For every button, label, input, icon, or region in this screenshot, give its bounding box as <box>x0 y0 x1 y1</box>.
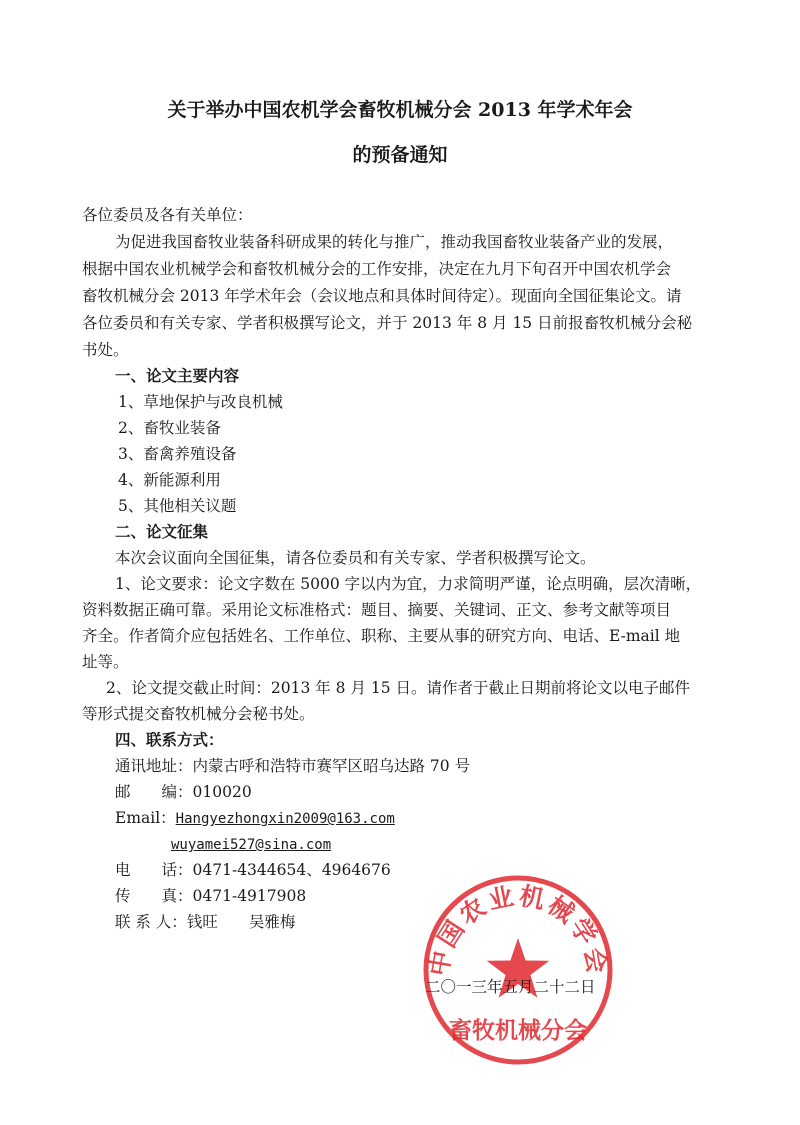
seal-top-text: 中国农业机械学会 <box>423 881 613 979</box>
requirement-line-3: 齐全。作者简介应包括姓名、工作单位、职称、主要从事的研究方向、电话、E-mail 地 <box>82 627 681 645</box>
section1-item-5: 5、其他相关议题 <box>118 497 237 515</box>
seal-bottom-text: 畜牧机械分会 <box>449 1018 587 1044</box>
postcode-label: 邮 编： <box>115 783 193 801</box>
notice-title-line2: 的预备通知 <box>352 144 448 166</box>
phone-value: 0471-4344654、4964676 <box>192 861 391 879</box>
requirement-line-1: 1、论文要求：论文字数在 5000 字以内为宜，力求简明严谨，论点明确，层次清晰， <box>115 575 702 593</box>
document-date: 二〇一三年五月二十二日 <box>425 978 596 996</box>
official-seal <box>418 870 618 1070</box>
fax-label: 传 真： <box>115 887 193 905</box>
contact-person-row <box>115 912 295 932</box>
section1-item-3: 3、畜禽养殖设备 <box>118 445 237 463</box>
section1-heading: 一、论文主要内容 <box>115 366 240 385</box>
intro-line-1: 为促进我国畜牧业装备科研成果的转化与推广，推动我国畜牧业装备产业的发展， <box>115 233 674 251</box>
section2-paragraph: 本次会议面向全国征集，请各位委员和有关专家、学者积极撰写论文。 <box>115 549 596 567</box>
intro-line-5: 书处。 <box>82 341 129 359</box>
section4-heading: 四、联系方式： <box>115 730 224 749</box>
contact-person-label: 联 系 人： <box>115 913 187 931</box>
phone-row <box>115 860 391 880</box>
email-label: Email： <box>115 809 176 827</box>
email-link-1[interactable]: Hangyezhongxin2009@163.com <box>175 811 395 827</box>
contact-address: 通讯地址：内蒙古呼和浩特市赛罕区昭乌达路 70 号 <box>115 757 471 775</box>
fax-value: 0471-4917908 <box>192 887 307 905</box>
section1-item-4: 4、新能源利用 <box>118 471 221 489</box>
postcode-value: 010020 <box>192 783 252 801</box>
contact-person-value: 钱旺 吴雅梅 <box>186 913 296 931</box>
intro-line-4: 各位委员和有关专家、学者积极撰写论文，并于 2013 年 8 月 15 日前报畜牧机械分会秘 <box>82 314 693 332</box>
intro-line-3: 畜牧机械分会 2013 年学术年会（会议地点和具体时间待定）。现面向全国征集论文。请 <box>82 287 682 305</box>
requirement-line-4: 址等。 <box>82 653 129 671</box>
requirement-line-2: 资料数据正确可靠。采用论文标准格式：题目、摘要、关键词、正文、参考文献等项目 <box>82 601 672 619</box>
phone-label: 电 话： <box>115 861 193 879</box>
email-link-2[interactable]: wuyamei527@sina.com <box>171 837 332 853</box>
email-row <box>115 808 395 829</box>
postcode-row <box>115 782 252 802</box>
salutation: 各位委员及各有关单位： <box>82 206 253 224</box>
notice-title-line1: 关于举办中国农机学会畜牧机械分会 2013 年学术年会 <box>167 99 633 121</box>
fax-row <box>115 886 306 906</box>
section1-item-1: 1、草地保护与改良机械 <box>118 393 283 411</box>
deadline-line-1: 2、论文提交截止时间：2013 年 8 月 15 日。请作者于截止日期前将论文以电子邮件 <box>106 679 691 697</box>
section2-heading: 二、论文征集 <box>115 522 209 541</box>
email-row-2 <box>171 834 331 855</box>
section1-item-2: 2、畜牧业装备 <box>118 419 221 437</box>
deadline-line-2: 等形式提交畜牧机械分会秘书处。 <box>82 705 315 723</box>
intro-line-2: 根据中国农业机械学会和畜牧机械分会的工作安排，决定在九月下旬召开中国农机学会 <box>82 260 672 278</box>
